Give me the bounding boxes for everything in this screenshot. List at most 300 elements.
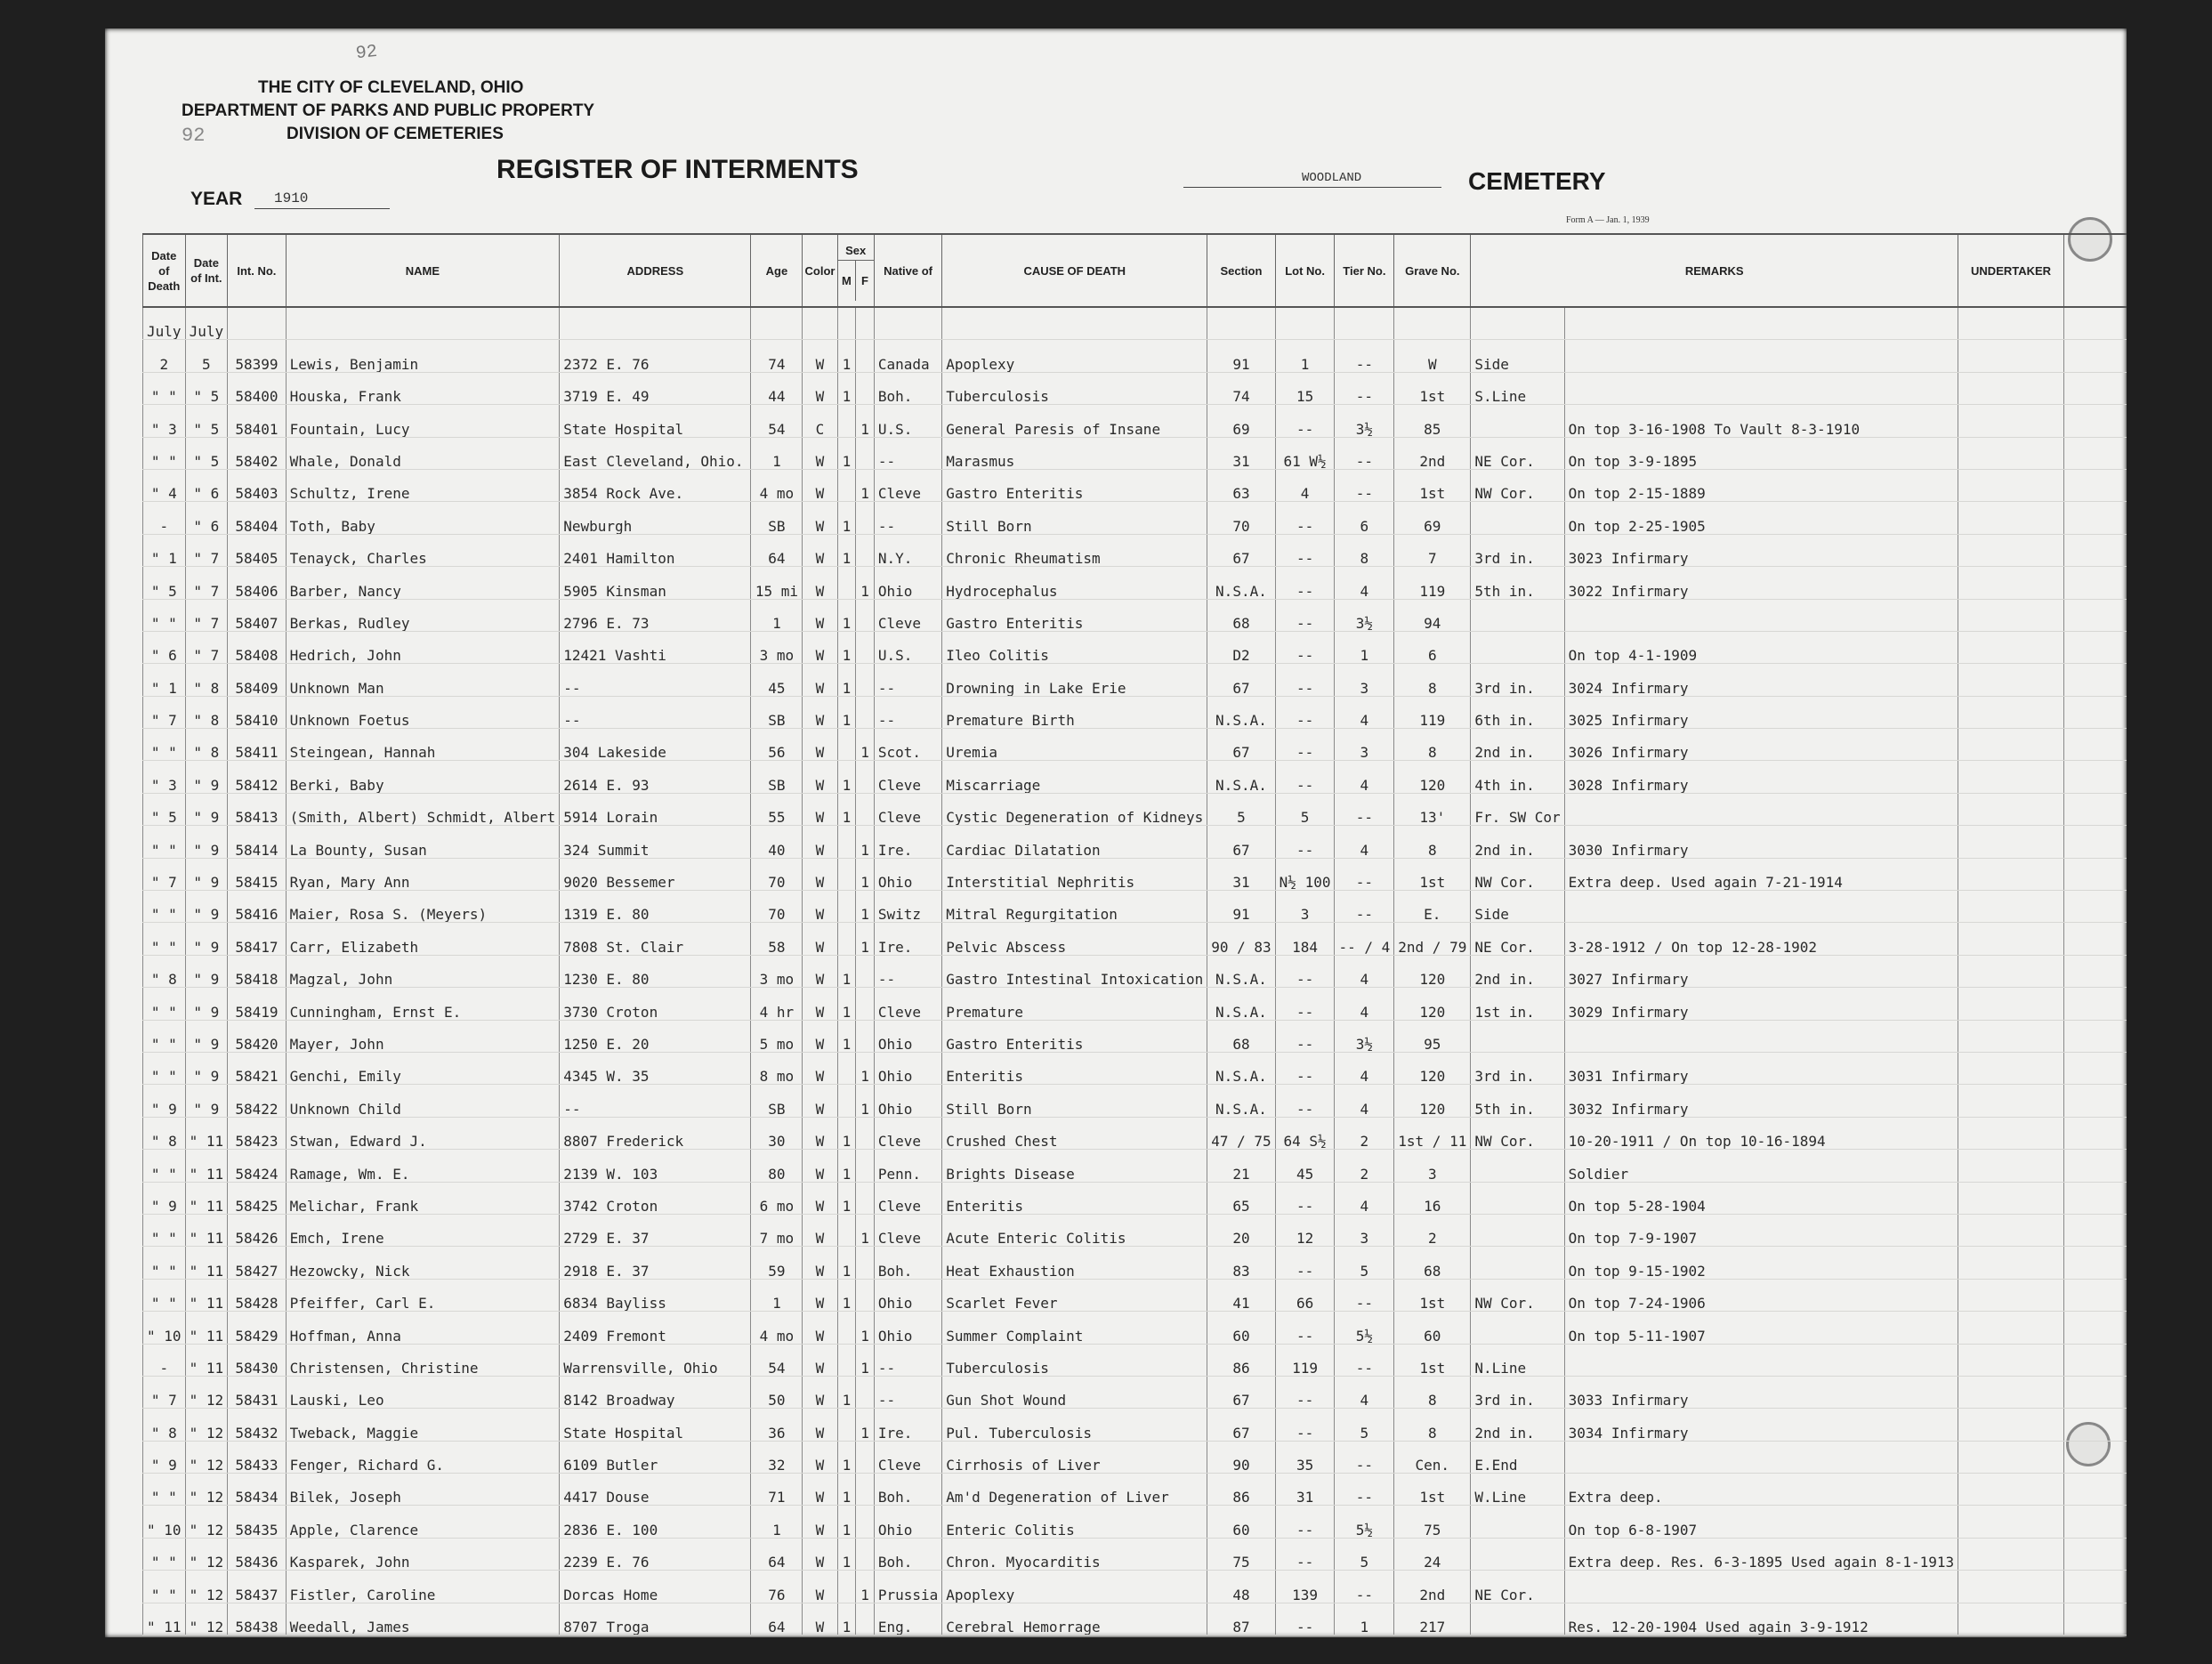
cell-native: Ohio (874, 567, 941, 599)
cell-color: W (803, 1376, 837, 1408)
cell-undertaker (1958, 405, 2064, 437)
cell-tier: 2 (1335, 1117, 1394, 1149)
cell-date-int: " 8 (185, 696, 228, 728)
cell-section: 74 (1207, 372, 1275, 404)
cell-name: Apple, Clarence (286, 1506, 560, 1538)
cell-remarks: On top 4-1-1909 (1564, 631, 1958, 663)
cell-name: Hoffman, Anna (286, 1312, 560, 1344)
cell-section: 68 (1207, 1020, 1275, 1052)
page-mark-side: 92 (182, 125, 206, 147)
cell-section: 48 (1207, 1571, 1275, 1603)
cell-tier: 5½ (1335, 1506, 1394, 1538)
cell-sex-m: 1 (837, 1506, 856, 1538)
cell-date-death: " " (143, 1052, 186, 1084)
table-row (143, 1603, 2127, 1635)
cell-section: 91 (1207, 891, 1275, 923)
cell-int-no: 58403 (228, 469, 286, 501)
cell-age: 45 (751, 664, 803, 696)
cell-age: 54 (751, 1344, 803, 1376)
cell-grave: 120 (1394, 988, 1471, 1020)
cell-int-no: 58423 (228, 1117, 286, 1149)
cell-tier: 6 (1335, 502, 1394, 534)
cell-remarks (1564, 1344, 1958, 1376)
cell-blank (2063, 567, 2127, 599)
cell-undertaker (1958, 729, 2064, 761)
table-row (143, 437, 2127, 469)
cell-cause: Premature (942, 988, 1207, 1020)
cell-remarks-location: 3rd in. (1471, 664, 1564, 696)
cell-color: W (803, 1182, 837, 1214)
cell-grave: 1st (1394, 1344, 1471, 1376)
cell-date-int: " 9 (185, 988, 228, 1020)
table-row (143, 1150, 2127, 1182)
cell-remarks: 3027 Infirmary (1564, 955, 1958, 987)
cell-grave: 6 (1394, 631, 1471, 663)
cell-cause: Gun Shot Wound (942, 1376, 1207, 1408)
cell-tier: -- (1335, 469, 1394, 501)
cell-int-no: 58427 (228, 1247, 286, 1279)
cell-address: 2372 E. 76 (560, 340, 751, 372)
cell-sex-f (856, 340, 875, 372)
cell-color: W (803, 923, 837, 955)
cell-section: 21 (1207, 1150, 1275, 1182)
cell-remarks-location: 3rd in. (1471, 1052, 1564, 1084)
cell-address: Dorcas Home (560, 1571, 751, 1603)
cell-remarks-location (1471, 1312, 1564, 1344)
cell-grave: 1st / 11 (1394, 1117, 1471, 1149)
cell-sex-m (837, 567, 856, 599)
cell-int-no: 58426 (228, 1214, 286, 1246)
cell-age: 3 mo (751, 955, 803, 987)
cell-sex-f: 1 (856, 1214, 875, 1246)
cell-native: Prussia (874, 1571, 941, 1603)
cell-undertaker (1958, 1376, 2064, 1408)
cell-cause: Premature Birth (942, 696, 1207, 728)
cell-date-death: " 4 (143, 469, 186, 501)
table-row (143, 1279, 2127, 1311)
cell-address: 324 Summit (560, 826, 751, 858)
cell-remarks: 3030 Infirmary (1564, 826, 1958, 858)
table-row (143, 599, 2127, 631)
cell-sex-m: 1 (837, 1441, 856, 1473)
table-row (143, 1571, 2127, 1603)
cell-grave: 68 (1394, 1247, 1471, 1279)
cell-section: 20 (1207, 1214, 1275, 1246)
cell-remarks-location: 3rd in. (1471, 534, 1564, 566)
cell-date-int: " 9 (185, 858, 228, 890)
cell-remarks (1564, 599, 1958, 631)
cell-cause: General Paresis of Insane (942, 405, 1207, 437)
cell-grave: Cen. (1394, 1441, 1471, 1473)
cell-address: 1319 E. 80 (560, 891, 751, 923)
cell-blank (2063, 858, 2127, 890)
cell-cause: Cystic Degeneration of Kidneys (942, 793, 1207, 825)
cell-remarks-location: NW Cor. (1471, 1279, 1564, 1311)
cell-address: 8707 Troga (560, 1603, 751, 1635)
cell-address: 2139 W. 103 (560, 1150, 751, 1182)
cell-sex-f (856, 1603, 875, 1635)
cell-remarks: 3026 Infirmary (1564, 729, 1958, 761)
cell-grave: 119 (1394, 567, 1471, 599)
cell-remarks: Soldier (1564, 1150, 1958, 1182)
cell-date-int: " 9 (185, 923, 228, 955)
cell-sex-f (856, 1117, 875, 1149)
cell-lot: -- (1275, 599, 1335, 631)
cell-date-int: " 9 (185, 891, 228, 923)
cell-address: 2239 E. 76 (560, 1538, 751, 1570)
cell-native: Cleve (874, 469, 941, 501)
cell-cause: Acute Enteric Colitis (942, 1214, 1207, 1246)
table-row (143, 631, 2127, 663)
col-remarks: REMARKS (1471, 234, 1958, 307)
cell-remarks: 3033 Infirmary (1564, 1376, 1958, 1408)
cell-remarks-location: S.Line (1471, 372, 1564, 404)
cell-color: W (803, 567, 837, 599)
cell-native: Cleve (874, 1441, 941, 1473)
table-row (143, 826, 2127, 858)
cell-native: Ohio (874, 1085, 941, 1117)
cell-date-death: " " (143, 891, 186, 923)
cell-remarks-location: 2nd in. (1471, 955, 1564, 987)
cell-date-death: " 10 (143, 1312, 186, 1344)
cell-int-no: 58404 (228, 502, 286, 534)
col-tier: Tier No. (1335, 234, 1394, 307)
col-int-no: Int. No. (228, 234, 286, 307)
cell-int-no: 58415 (228, 858, 286, 890)
table-row (143, 1506, 2127, 1538)
cell-int-no: 58414 (228, 826, 286, 858)
cell-section: 67 (1207, 534, 1275, 566)
cell-undertaker (1958, 1052, 2064, 1084)
cell-int-no: 58417 (228, 923, 286, 955)
cell-remarks-location: NW Cor. (1471, 1117, 1564, 1149)
cell-section: 67 (1207, 1376, 1275, 1408)
cell-lot: -- (1275, 1247, 1335, 1279)
cell-sex-m: 1 (837, 534, 856, 566)
cell-undertaker (1958, 1538, 2064, 1570)
cell-name: Cunningham, Ernst E. (286, 988, 560, 1020)
cell-tier: 4 (1335, 761, 1394, 793)
cell-grave: 3 (1394, 1150, 1471, 1182)
cell-tier: 8 (1335, 534, 1394, 566)
cell-remarks: On top 9-15-1902 (1564, 1247, 1958, 1279)
cell-color: W (803, 858, 837, 890)
cell-cause: Hydrocephalus (942, 567, 1207, 599)
cell-color: W (803, 1247, 837, 1279)
cell-lot: 35 (1275, 1441, 1335, 1473)
cell-remarks-location (1471, 631, 1564, 663)
cell-cause: Still Born (942, 1085, 1207, 1117)
cell-age: 5 mo (751, 1020, 803, 1052)
cell-remarks (1564, 1020, 1958, 1052)
cell-remarks-location (1471, 1506, 1564, 1538)
cell-age: 70 (751, 891, 803, 923)
col-color: Color (803, 234, 837, 307)
cell-grave: 13' (1394, 793, 1471, 825)
cell-sex-f: 1 (856, 826, 875, 858)
cell-name: Kasparek, John (286, 1538, 560, 1570)
cell-cause: Apoplexy (942, 1571, 1207, 1603)
table-row (143, 1441, 2127, 1473)
cell-int-no: 58408 (228, 631, 286, 663)
cell-lot: -- (1275, 405, 1335, 437)
cell-lot: -- (1275, 988, 1335, 1020)
cell-date-death: " " (143, 1214, 186, 1246)
cell-grave: 217 (1394, 1603, 1471, 1635)
cell-color: W (803, 1474, 837, 1506)
cell-color: W (803, 1506, 837, 1538)
cell-name: Genchi, Emily (286, 1052, 560, 1084)
cell-native: Switz (874, 891, 941, 923)
cell-sex-m: 1 (837, 1603, 856, 1635)
cell-undertaker (1958, 1182, 2064, 1214)
cell-remarks-location: 4th in. (1471, 761, 1564, 793)
cell-grave: 16 (1394, 1182, 1471, 1214)
cell-int-no: 58434 (228, 1474, 286, 1506)
cell-tier: -- (1335, 1279, 1394, 1311)
cell-blank (2063, 1150, 2127, 1182)
cell-sex-m (837, 1085, 856, 1117)
cell-cause: Enteritis (942, 1182, 1207, 1214)
cell-tier: -- (1335, 1571, 1394, 1603)
year-label: YEAR (190, 189, 243, 209)
cell-age: 44 (751, 372, 803, 404)
cell-color: W (803, 631, 837, 663)
cell-grave: 8 (1394, 664, 1471, 696)
cell-date-int: " 12 (185, 1441, 228, 1473)
cell-date-int: " 6 (185, 469, 228, 501)
cell-undertaker (1958, 826, 2064, 858)
cell-color: W (803, 502, 837, 534)
cell-cause: Tuberculosis (942, 372, 1207, 404)
cell-address: 3719 E. 49 (560, 372, 751, 404)
cell-blank (2063, 1085, 2127, 1117)
cell-cause: Chronic Rheumatism (942, 534, 1207, 566)
cell-int-no: 58401 (228, 405, 286, 437)
cell-blank (2063, 1409, 2127, 1441)
cell-remarks: Extra deep. Used again 7-21-1914 (1564, 858, 1958, 890)
cell-lot: 45 (1275, 1150, 1335, 1182)
cell-sex-f (856, 988, 875, 1020)
cell-native: -- (874, 955, 941, 987)
cell-int-no: 58422 (228, 1085, 286, 1117)
cell-int-no: 58438 (228, 1603, 286, 1635)
cell-date-int: " 5 (185, 437, 228, 469)
cell-sex-m (837, 1214, 856, 1246)
cell-sex-m: 1 (837, 955, 856, 987)
cell-cause: Enteric Colitis (942, 1506, 1207, 1538)
cell-native: Boh. (874, 1247, 941, 1279)
cell-date-death: " " (143, 988, 186, 1020)
cell-date-int: " 12 (185, 1538, 228, 1570)
cell-int-no: 58409 (228, 664, 286, 696)
division-heading: DIVISION OF CEMETERIES (287, 125, 504, 143)
cell-section: 67 (1207, 664, 1275, 696)
cell-lot: -- (1275, 664, 1335, 696)
cell-name: Fistler, Caroline (286, 1571, 560, 1603)
cell-lot: 61 W½ (1275, 437, 1335, 469)
cell-name: Pfeiffer, Carl E. (286, 1279, 560, 1311)
cell-tier: 4 (1335, 826, 1394, 858)
cell-remarks-location (1471, 405, 1564, 437)
cell-date-death: " 8 (143, 1117, 186, 1149)
cell-color: W (803, 1214, 837, 1246)
city-heading: THE CITY OF CLEVELAND, OHIO (258, 78, 524, 97)
cell-sex-m (837, 1312, 856, 1344)
cell-date-death: " 7 (143, 1376, 186, 1408)
cell-lot: -- (1275, 534, 1335, 566)
cell-name: (Smith, Albert) Schmidt, Albert (286, 793, 560, 825)
cell-section: N.S.A. (1207, 988, 1275, 1020)
cell-cause: Cardiac Dilatation (942, 826, 1207, 858)
cell-section: N.S.A. (1207, 696, 1275, 728)
cell-name: Fenger, Richard G. (286, 1441, 560, 1473)
cell-color: W (803, 1052, 837, 1084)
cell-age: 80 (751, 1150, 803, 1182)
col-sex-label: Sex (838, 241, 874, 261)
page-mark-top: 92 (354, 41, 379, 65)
cell-undertaker (1958, 534, 2064, 566)
cell-blank (2063, 599, 2127, 631)
cell-address: 3742 Croton (560, 1182, 751, 1214)
cell-sex-m: 1 (837, 1376, 856, 1408)
cell-remarks: 3034 Infirmary (1564, 1409, 1958, 1441)
cell-remarks: On top 6-8-1907 (1564, 1506, 1958, 1538)
cell-sex-m: 1 (837, 664, 856, 696)
table-row (143, 502, 2127, 534)
cell-sex-f: 1 (856, 469, 875, 501)
cell-sex-f (856, 631, 875, 663)
cell-native: Ohio (874, 1506, 941, 1538)
cell-name: La Bounty, Susan (286, 826, 560, 858)
cell-sex-f: 1 (856, 1409, 875, 1441)
cell-lot: 66 (1275, 1279, 1335, 1311)
cell-int-no: 58432 (228, 1409, 286, 1441)
cell-remarks: On top 3-9-1895 (1564, 437, 1958, 469)
cell-date-int: " 12 (185, 1571, 228, 1603)
cell-date-death: " 3 (143, 405, 186, 437)
cell-date-int: " 12 (185, 1409, 228, 1441)
cell-native: -- (874, 437, 941, 469)
cell-section: 90 / 83 (1207, 923, 1275, 955)
cell-blank (2063, 761, 2127, 793)
cell-tier: 3 (1335, 1214, 1394, 1246)
cell-color: W (803, 372, 837, 404)
cell-name: Ramage, Wm. E. (286, 1150, 560, 1182)
cell-sex-f: 1 (856, 891, 875, 923)
cell-date-death: " 9 (143, 1441, 186, 1473)
cell-color: W (803, 891, 837, 923)
cell-age: 8 mo (751, 1052, 803, 1084)
cell-color: W (803, 469, 837, 501)
table-row (143, 1538, 2127, 1570)
cell-blank (2063, 631, 2127, 663)
cell-date-death: - (143, 502, 186, 534)
cell-remarks-location: NW Cor. (1471, 858, 1564, 890)
cell-section: 31 (1207, 858, 1275, 890)
cell-section: 86 (1207, 1474, 1275, 1506)
cell-lot: -- (1275, 1182, 1335, 1214)
cell-grave: 1st (1394, 1279, 1471, 1311)
cell-date-int: " 11 (185, 1312, 228, 1344)
cell-section: 63 (1207, 469, 1275, 501)
cell-remarks: Extra deep. Res. 6-3-1895 Used again 8-1-1913 (1564, 1538, 1958, 1570)
cell-int-no: 58405 (228, 534, 286, 566)
cell-lot: -- (1275, 1506, 1335, 1538)
cell-sex-m: 1 (837, 599, 856, 631)
cell-cause: Interstitial Nephritis (942, 858, 1207, 890)
cell-date-int: " 12 (185, 1376, 228, 1408)
cell-age: 3 mo (751, 631, 803, 663)
cell-color: W (803, 534, 837, 566)
cell-grave: 119 (1394, 696, 1471, 728)
cell-undertaker (1958, 1344, 2064, 1376)
cell-date-int: " 7 (185, 631, 228, 663)
cell-blank (2063, 502, 2127, 534)
cell-blank (2063, 1603, 2127, 1635)
cell-sex-m: 1 (837, 1247, 856, 1279)
cell-cause: Enteritis (942, 1052, 1207, 1084)
cell-lot: 4 (1275, 469, 1335, 501)
cell-sex-m (837, 1571, 856, 1603)
cell-color: W (803, 1312, 837, 1344)
cell-tier: -- (1335, 1474, 1394, 1506)
cell-undertaker (1958, 891, 2064, 923)
cell-section: 69 (1207, 405, 1275, 437)
cell-undertaker (1958, 955, 2064, 987)
cell-int-no: 58413 (228, 793, 286, 825)
table-row (143, 340, 2127, 372)
cell-date-death: " 9 (143, 1085, 186, 1117)
cell-grave: 1st (1394, 1474, 1471, 1506)
cell-remarks-location: 1st in. (1471, 988, 1564, 1020)
cell-sex-f (856, 1441, 875, 1473)
cell-blank (2063, 372, 2127, 404)
cell-date-int: " 7 (185, 599, 228, 631)
cell-address: 9020 Bessemer (560, 858, 751, 890)
cell-int-no: 58430 (228, 1344, 286, 1376)
cell-sex-f (856, 761, 875, 793)
cell-undertaker (1958, 1085, 2064, 1117)
col-date-int: Date of Int. (185, 234, 228, 307)
year-underline (254, 208, 390, 209)
cell-date-int: " 8 (185, 729, 228, 761)
cell-name: Maier, Rosa S. (Meyers) (286, 891, 560, 923)
cell-blank (2063, 1312, 2127, 1344)
cell-int-no: 58399 (228, 340, 286, 372)
cell-name: Whale, Donald (286, 437, 560, 469)
cell-native: Canada (874, 340, 941, 372)
cell-native: U.S. (874, 405, 941, 437)
cell-sex-m: 1 (837, 1538, 856, 1570)
cell-native: Ire. (874, 1409, 941, 1441)
cell-sex-m: 1 (837, 340, 856, 372)
cell-lot: -- (1275, 1312, 1335, 1344)
cell-undertaker (1958, 1506, 2064, 1538)
cell-grave: 120 (1394, 1052, 1471, 1084)
cell-sex-f (856, 955, 875, 987)
table-row (143, 793, 2127, 825)
cell-sex-f: 1 (856, 1085, 875, 1117)
cell-blank (2063, 405, 2127, 437)
cell-undertaker (1958, 340, 2064, 372)
cell-undertaker (1958, 437, 2064, 469)
col-date-death: Date of Death (143, 234, 186, 307)
cell-lot: -- (1275, 1376, 1335, 1408)
cell-date-int: " 6 (185, 502, 228, 534)
cell-native: Cleve (874, 599, 941, 631)
cell-section: 83 (1207, 1247, 1275, 1279)
